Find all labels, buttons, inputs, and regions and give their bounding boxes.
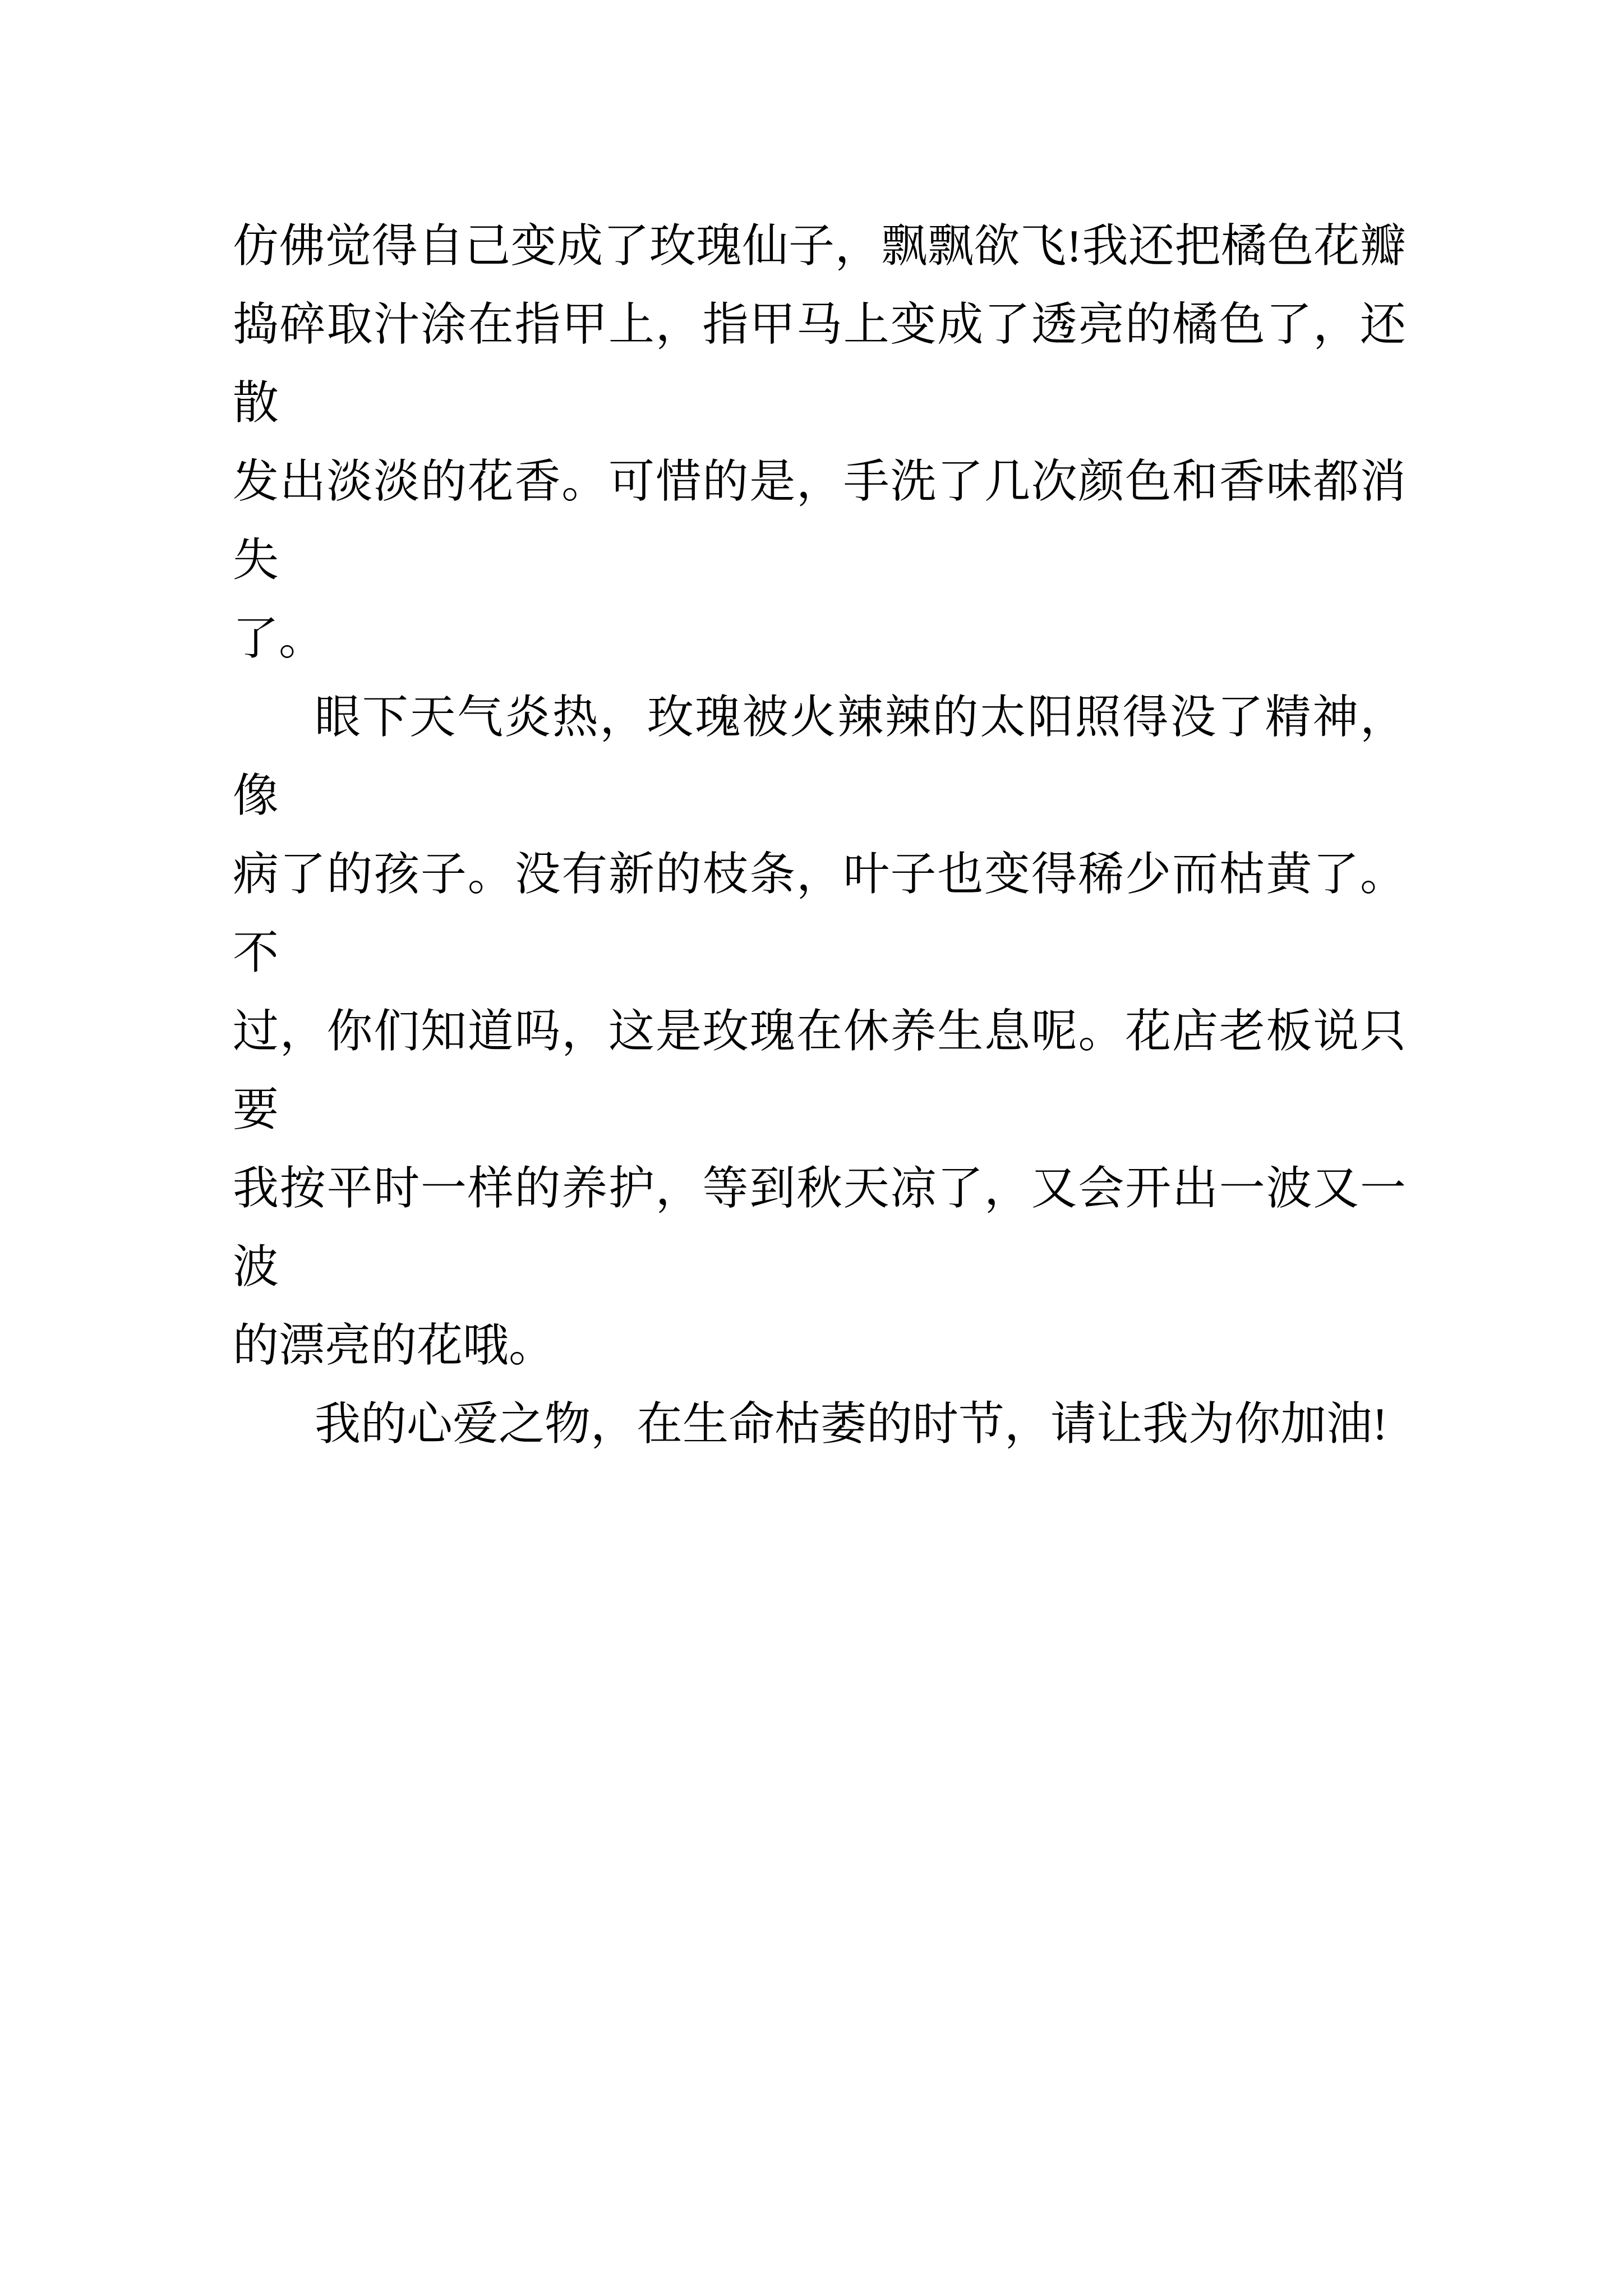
text-line: 过，你们知道吗，这是玫瑰在休养生息呢。花店老板说只要	[233, 1006, 1406, 1135]
text-line: 我按平时一样的养护，等到秋天凉了，又会开出一波又一波	[233, 1163, 1406, 1292]
text-line: 发出淡淡的花香。可惜的是，手洗了几次颜色和香味都消失	[233, 456, 1406, 586]
text-line: 病了的孩子。没有新的枝条，叶子也变得稀少而枯黄了。不	[233, 849, 1406, 978]
text-line: 的漂亮的花哦。	[233, 1320, 555, 1371]
text-line: 捣碎取汁涂在指甲上，指甲马上变成了透亮的橘色了，还散	[233, 299, 1406, 429]
text-line-paragraph-start: 眼下天气炎热，玫瑰被火辣辣的太阳照得没了精神，像	[233, 692, 1406, 821]
text-line-paragraph-start: 我的心爱之物，在生命枯萎的时节，请让我为你加油!	[315, 1398, 1388, 1450]
document-body	[233, 207, 1406, 1464]
text-line: 了。	[233, 613, 325, 664]
text-line: 仿佛觉得自己变成了玫瑰仙子，飘飘欲飞!我还把橘色花瓣	[233, 220, 1406, 272]
